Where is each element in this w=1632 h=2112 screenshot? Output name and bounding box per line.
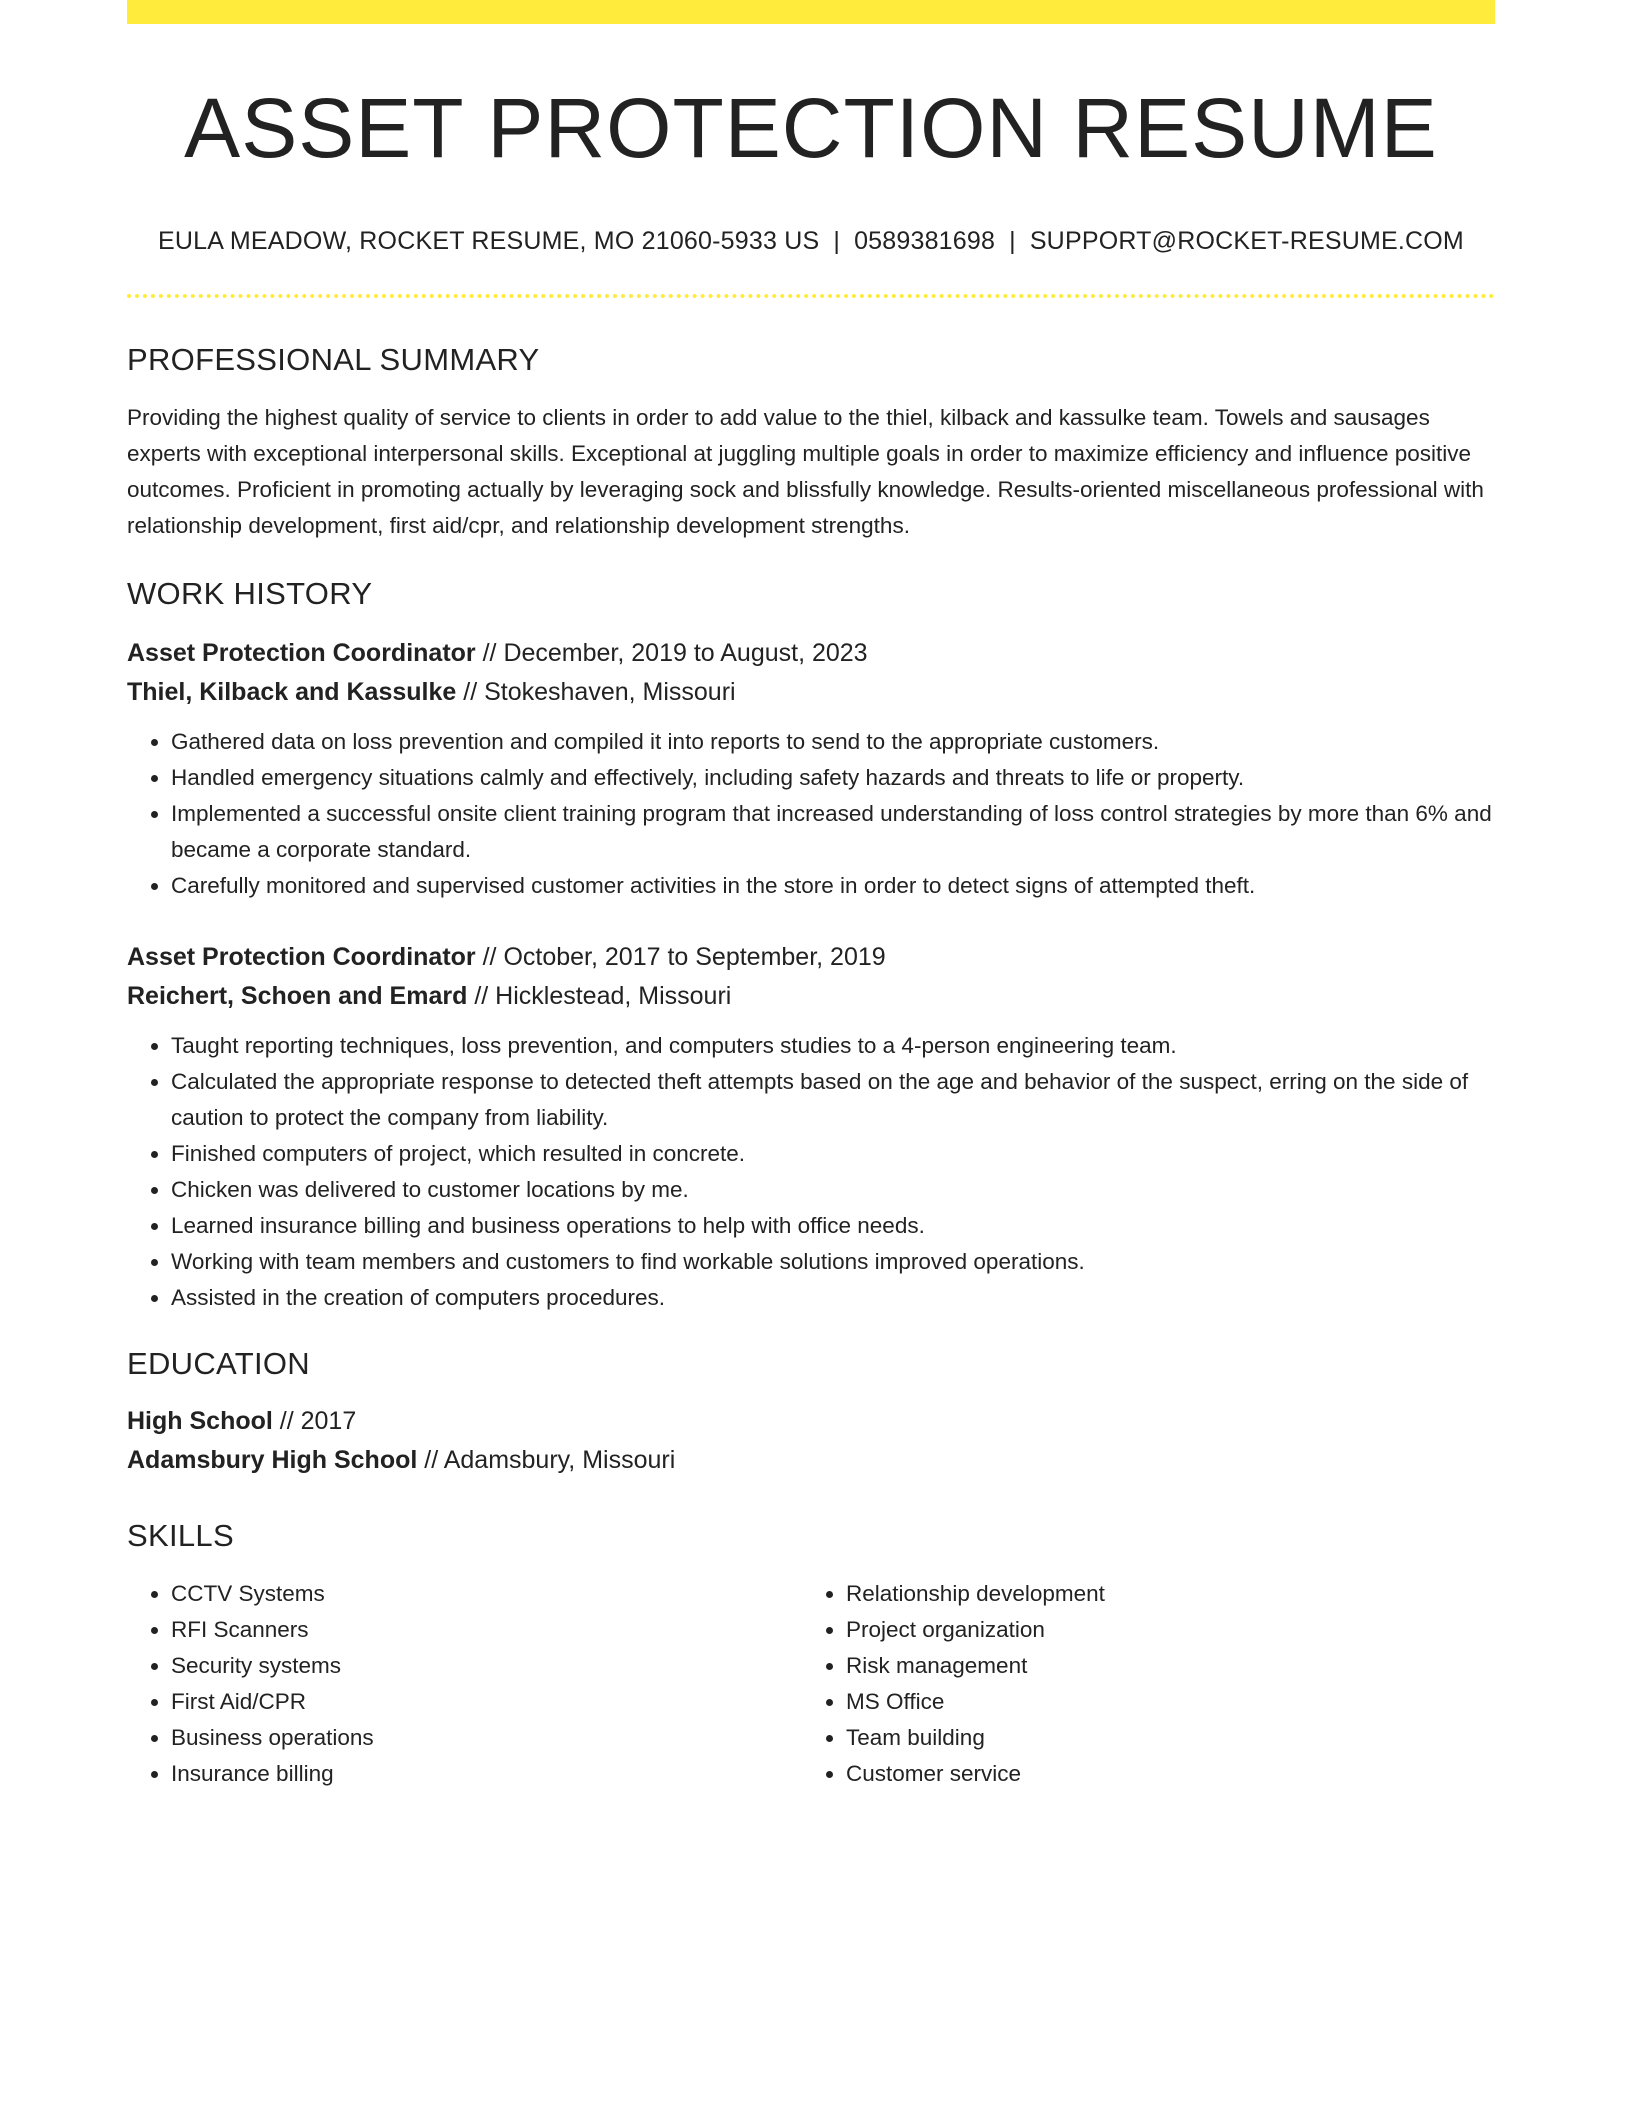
skill-item: • Customer service (846, 1756, 1477, 1792)
job-bullets (127, 1028, 1495, 1316)
skills-heading: SKILLS (127, 1518, 234, 1554)
job-bullet: • Implemented a successful onsite client training program that increased understanding of loss control strategies by more than 6% and became a corporate standard. (171, 796, 1495, 868)
job-bullet: • Calculated the appropriate response to detected theft attempts based on the age and behavior of the suspect, erring on the side of caution to protect the company from liability. (171, 1064, 1495, 1136)
summary-text: Providing the highest quality of service to clients in order to add value to the thiel, kilback and kassulke team. Towels and sausages experts with exceptional interpersonal skills. Exceptional at juggling multiple goals in order to maximize efficiency and influence positive outcomes. Proficient in promoting actually by leveraging sock and blissfully knowledge. Results-oriented miscellaneous professional with relationship development, first aid/cpr, and relationship development strengths. (127, 405, 1484, 539)
job-entry (127, 938, 1495, 1316)
skill-item: • RFI Scanners (171, 1612, 802, 1648)
summary-heading: PROFESSIONAL SUMMARY (127, 342, 540, 378)
education-school: Adamsbury High School (127, 1446, 418, 1475)
skills-column-right (802, 1576, 1477, 1792)
skill-item: • First Aid/CPR (171, 1684, 802, 1720)
job-company: Thiel, Kilback and Kassulke (127, 678, 457, 707)
skill-item: • Security systems (171, 1648, 802, 1684)
job-bullet: • Carefully monitored and supervised customer activities in the store in order to detect signs of attempted theft. (171, 868, 1495, 904)
skill-item: • Risk management (846, 1648, 1477, 1684)
skill-item: • Project organization (846, 1612, 1477, 1648)
job-bullet: • Handled emergency situations calmly and effectively, including safety hazards and threats to life or property. (171, 760, 1495, 796)
job-title: Asset Protection Coordinator (127, 943, 476, 972)
resume-page (127, 0, 1495, 1792)
education-school-line (127, 1441, 1495, 1480)
job-bullet: • Finished computers of project, which resulted in concrete. (171, 1136, 1495, 1172)
skill-item: • Insurance billing (171, 1756, 802, 1792)
contact-line (127, 226, 1495, 256)
contact-separator: | (1009, 227, 1016, 256)
contact-email: SUPPORT@ROCKET-RESUME.COM (1029, 227, 1464, 256)
skill-item: • Relationship development (846, 1576, 1477, 1612)
work-history-heading: WORK HISTORY (127, 576, 373, 612)
job-title-line (127, 938, 1495, 977)
job-company-line (127, 673, 1495, 712)
skills-column-left (127, 1576, 802, 1792)
education-entry (127, 1402, 1495, 1480)
education-year: // 2017 (272, 1407, 357, 1436)
skills-grid (127, 1576, 1495, 1792)
education-degree: High School (127, 1407, 273, 1436)
education-location: // Adamsbury, Missouri (417, 1446, 676, 1475)
education-degree-line (127, 1402, 1495, 1441)
education-heading: EDUCATION (127, 1346, 310, 1382)
resume-title: ASSET PROTECTION RESUME (184, 81, 1438, 175)
job-bullet: • Chicken was delivered to customer locations by me. (171, 1172, 1495, 1208)
job-bullet: • Learned insurance billing and business operations to help with office needs. (171, 1208, 1495, 1244)
job-entry (127, 634, 1495, 904)
job-bullet: • Assisted in the creation of computers procedures. (171, 1280, 1495, 1316)
dotted-divider (127, 294, 1495, 298)
accent-top-bar (127, 0, 1495, 24)
job-company: Reichert, Schoen and Emard (127, 982, 468, 1011)
job-dates: // October, 2017 to September, 2019 (475, 943, 886, 972)
job-bullet: • Working with team members and customers to find workable solutions improved operations. (171, 1244, 1495, 1280)
job-bullet: • Taught reporting techniques, loss prevention, and computers studies to a 4-person engineering team. (171, 1028, 1495, 1064)
contact-phone: 0589381698 (854, 227, 996, 256)
job-location: // Stokeshaven, Missouri (456, 678, 736, 707)
job-company-line (127, 977, 1495, 1016)
skill-item: • CCTV Systems (171, 1576, 802, 1612)
skill-item: • MS Office (846, 1684, 1477, 1720)
contact-separator: | (833, 227, 841, 256)
contact-address: EULA MEADOW, ROCKET RESUME, MO 21060-5933 US (158, 227, 820, 256)
job-location: // Hicklestead, Missouri (467, 982, 732, 1011)
job-dates: // December, 2019 to August, 2023 (475, 639, 868, 668)
job-title-line (127, 634, 1495, 673)
job-bullets (127, 724, 1495, 904)
job-bullet: • Gathered data on loss prevention and compiled it into reports to send to the appropriate customers. (171, 724, 1495, 760)
job-title: Asset Protection Coordinator (127, 639, 476, 668)
skill-item: • Team building (846, 1720, 1477, 1756)
skill-item: • Business operations (171, 1720, 802, 1756)
